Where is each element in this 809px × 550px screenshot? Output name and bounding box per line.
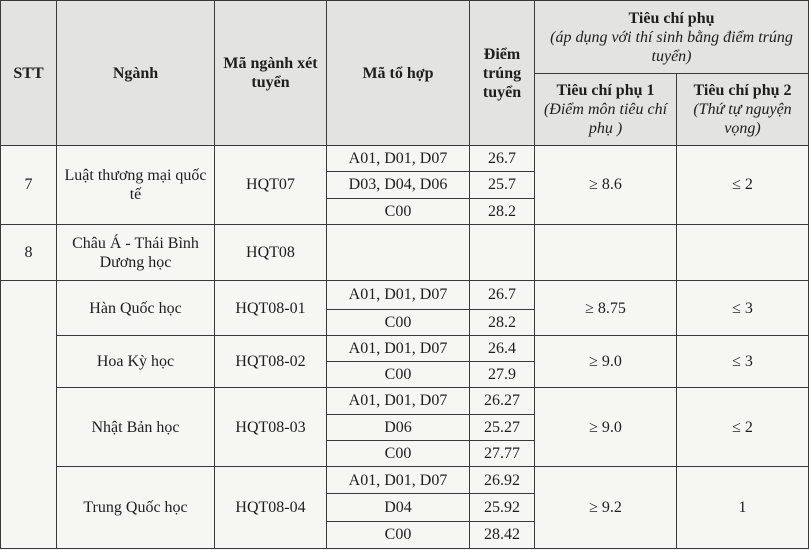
diem-cell: 26.7 <box>470 281 535 309</box>
to-hop-cell: C00 <box>327 198 470 224</box>
diem-cell: 25.27 <box>470 414 535 440</box>
ma-nganh-cell: HQT08-01 <box>215 281 327 336</box>
diem-cell: 26.7 <box>470 146 535 172</box>
diem-cell: 25.92 <box>470 494 535 521</box>
nganh-cell: Luật thương mại quốc tế <box>57 146 215 225</box>
to-hop-cell: A01, D01, D07 <box>327 388 470 414</box>
stt-cell: 7 <box>1 146 57 225</box>
header-tcp1-title: Tiêu chí phụ 1 <box>556 82 655 99</box>
to-hop-cell: A01, D01, D07 <box>327 146 470 172</box>
tcp1-cell <box>535 224 677 281</box>
diem-cell: 28.42 <box>470 521 535 548</box>
tcp2-cell <box>677 224 809 281</box>
header-tcp1-note: (Điểm môn tiêu chí phụ ) <box>543 101 668 137</box>
nganh-cell: Nhật Bản học <box>57 388 215 467</box>
tcp2-cell: ≤ 3 <box>677 281 809 336</box>
header-tcp1 <box>535 74 677 146</box>
header-tieu-chi-phu <box>535 1 809 74</box>
diem-cell: 26.27 <box>470 388 535 414</box>
tcp1-cell: ≥ 8.6 <box>535 146 677 225</box>
table-row <box>1 467 809 494</box>
header-tcp2-title: Tiêu chí phụ 2 <box>693 82 792 99</box>
to-hop-cell: D04 <box>327 494 470 521</box>
header-nganh: Ngành <box>57 1 215 146</box>
diem-cell: 28.2 <box>470 198 535 224</box>
to-hop-cell: A01, D01, D07 <box>327 335 470 361</box>
table-row <box>1 281 809 309</box>
ma-nganh-cell: HQT08-02 <box>215 335 327 388</box>
diem-cell: 27.9 <box>470 362 535 388</box>
header-tieu-chi-phu-title: Tiêu chí phụ <box>628 9 715 27</box>
stt-cell: 8 <box>1 224 57 281</box>
to-hop-cell: C00 <box>327 362 470 388</box>
to-hop-cell <box>327 224 470 281</box>
to-hop-cell: D03, D04, D06 <box>327 172 470 198</box>
to-hop-cell: C00 <box>327 440 470 466</box>
header-ma-nganh: Mã ngành xét tuyển <box>215 1 327 146</box>
tcp1-cell: ≥ 8.75 <box>535 281 677 336</box>
to-hop-cell: A01, D01, D07 <box>327 281 470 309</box>
nganh-cell: Hàn Quốc học <box>57 281 215 336</box>
to-hop-cell: D06 <box>327 414 470 440</box>
tcp2-cell: ≤ 3 <box>677 335 809 388</box>
diem-cell <box>470 224 535 281</box>
ma-nganh-cell: HQT08 <box>215 224 327 281</box>
to-hop-cell: C00 <box>327 521 470 548</box>
diem-cell: 25.7 <box>470 172 535 198</box>
table-row <box>1 224 809 281</box>
tcp2-cell: ≤ 2 <box>677 146 809 225</box>
header-tieu-chi-phu-note: (áp dụng với thí sinh bằng điểm trúng tuyển) <box>550 28 793 65</box>
tcp1-cell: ≥ 9.0 <box>535 335 677 388</box>
tcp1-cell: ≥ 9.0 <box>535 388 677 467</box>
header-diem: Điểm trúng tuyển <box>470 1 535 146</box>
header-ma-to-hop: Mã tổ hợp <box>327 1 470 146</box>
table-row <box>1 388 809 414</box>
ma-nganh-cell: HQT07 <box>215 146 327 225</box>
stt-cell-empty <box>1 281 57 549</box>
ma-nganh-cell: HQT08-04 <box>215 467 327 549</box>
tcp1-cell: ≥ 9.2 <box>535 467 677 549</box>
table-row <box>1 146 809 172</box>
header-stt: STT <box>1 1 57 146</box>
to-hop-cell: C00 <box>327 309 470 335</box>
nganh-cell: Châu Á - Thái Bình Dương học <box>57 224 215 281</box>
diem-cell: 28.2 <box>470 309 535 335</box>
nganh-cell: Hoa Kỳ học <box>57 335 215 388</box>
header-tcp2 <box>677 74 809 146</box>
diem-cell: 27.77 <box>470 440 535 466</box>
tcp2-cell: ≤ 2 <box>677 388 809 467</box>
diem-cell: 26.4 <box>470 335 535 361</box>
to-hop-cell: A01, D01, D07 <box>327 467 470 494</box>
header-tcp2-note: (Thứ tự nguyện vọng) <box>693 101 792 137</box>
nganh-cell: Trung Quốc học <box>57 467 215 549</box>
table-row <box>1 335 809 361</box>
ma-nganh-cell: HQT08-03 <box>215 388 327 467</box>
diem-cell: 26.92 <box>470 467 535 494</box>
tcp2-cell: 1 <box>677 467 809 549</box>
